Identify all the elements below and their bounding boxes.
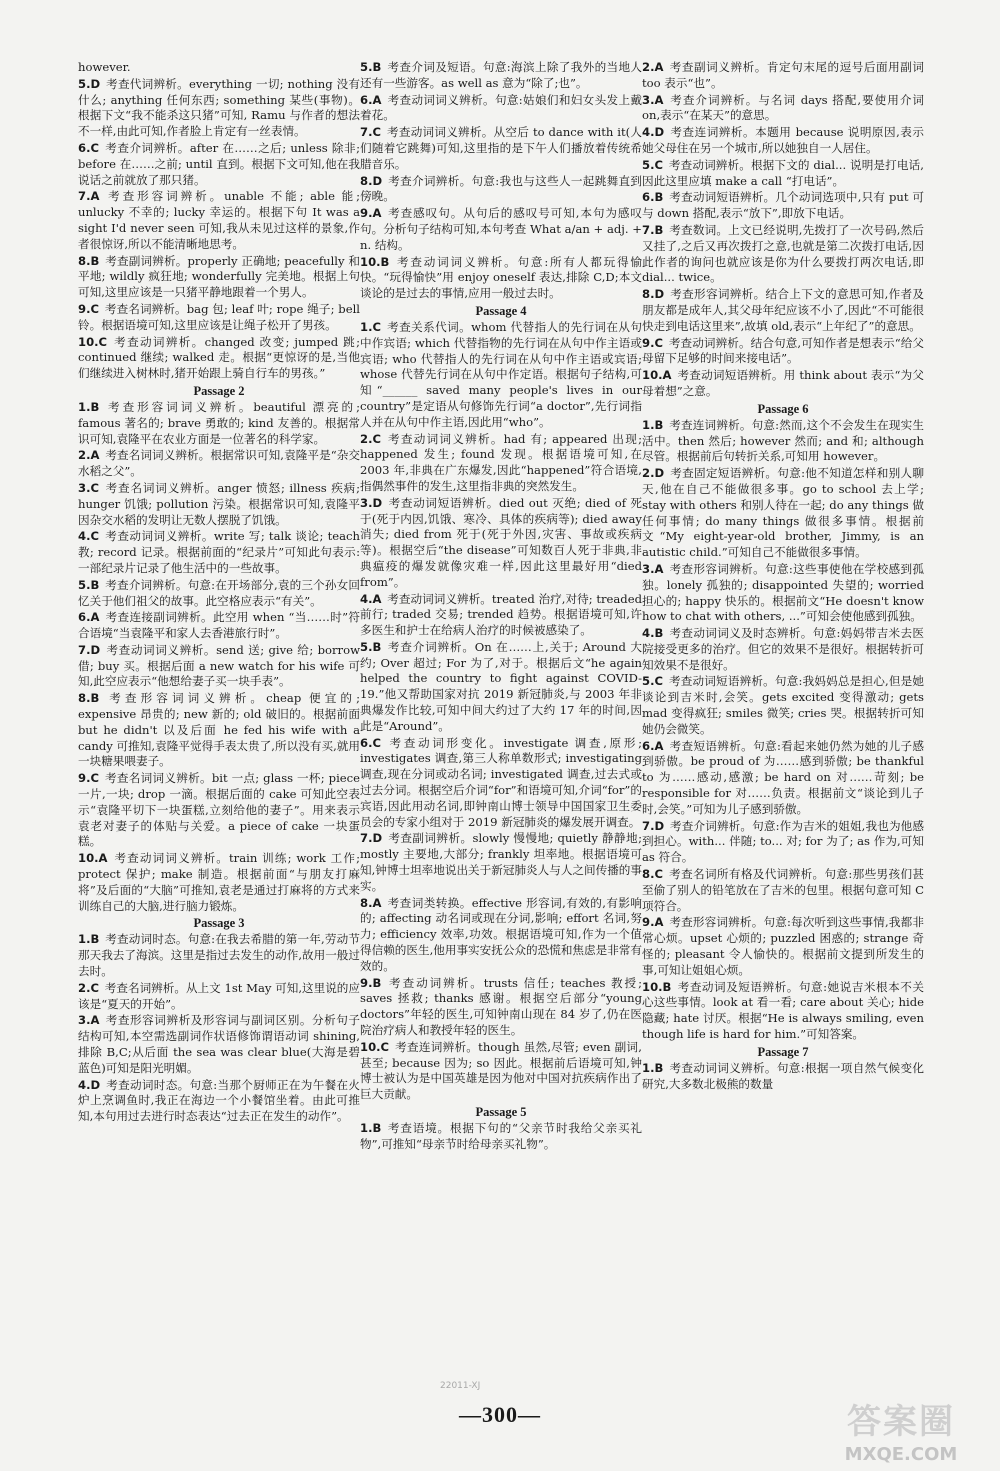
answer-number: 3.A — [642, 92, 664, 107]
answer-explanation: 考查动词及短语辨析。句意:她说吉米根本不关心这些事情。look at 看一看; care about 关心; hide 隐藏; hate 讨厌。根据“He is always smiling, even though life is hard for him.”可知答案。 — [642, 979, 924, 1042]
answer-explanation: 考查代词辨析。everything 一切; nothing 没有什么; anything 任何东西; something 某些(事物)。根据下文“我不能杀这只猪”可知, Ramu 与作者的想法不一样,由此可知,作者脸上肯定有一丝表情。 — [78, 76, 360, 139]
answer-number: 4.B — [642, 626, 664, 641]
answer-item — [78, 189, 360, 252]
answer-explanation: 考查动词形变化。investigate 调查,原形; investigates 调查,第三人称单数形式; investigating 调查,现在分词或动名词; investigated 调查,过去式或过去分词。根据空后介词“for”和语境可知,介词“for”的宾语,因此用动名词,即钟南山博士领导中国国家卫生委员会的专家小组对于 2019 新冠肺炎的爆发展开调查。 — [360, 735, 642, 829]
answer-item — [360, 496, 642, 591]
answer-number: 9.B — [360, 975, 382, 990]
answer-item — [642, 368, 924, 400]
answer-explanation: 考查动词词义辨析。write 写; talk 谈论; teach 教; record 记录。根据前面的“纪录片”可知此句表示:一部纪录片记录了他生活中的一些故事。 — [78, 529, 360, 575]
answer-explanation: 考查介词及短语。句意:海滨上除了我外的当地人还有一些游客。as well as 意为“除了;也”。 — [360, 60, 642, 90]
answer-item — [642, 1061, 924, 1093]
answer-explanation: 考查副词辨析。slowly 慢慢地; quietly 静静地; mostly 主要地,大部分; frankly 坦率地。根据语境可知,钟博士坦率地说出关于新冠肺炎人与人之间传播的事实。 — [360, 831, 642, 893]
answer-number: 3.D — [360, 495, 383, 510]
answer-number: 6.A — [642, 738, 664, 753]
answer-number: 3.C — [78, 480, 99, 495]
answer-number: 9.C — [78, 301, 99, 316]
passage-1-answers — [78, 77, 360, 382]
answer-item — [642, 915, 924, 978]
answer-item — [360, 206, 642, 253]
answer-item — [360, 592, 642, 639]
answer-item — [642, 739, 924, 818]
continuation-text: however. — [78, 60, 131, 74]
answer-item — [78, 932, 360, 979]
answer-explanation: 考查动词短语辨析。句意:我妈妈总是担心,但是她谈论到吉米时,会笑。gets excited 变得激动; gets mad 变得疯狂; smiles 微笑; cries 哭。根据转折可知她仍会微笑。 — [642, 674, 924, 736]
answer-explanation: 考查动词辨析。结合句意,可知作者是想表示“给父母留下足够的时间来接电话”。 — [642, 335, 924, 366]
answer-number: 5.C — [642, 674, 663, 689]
passage-5-heading: Passage 5 — [475, 1105, 527, 1119]
passage-4-heading: Passage 4 — [475, 303, 527, 318]
answer-number: 2.A — [78, 448, 100, 463]
passage-4-answers — [360, 320, 642, 1103]
answer-item — [642, 626, 924, 673]
watermark-url: MXQE.COM — [844, 1444, 958, 1465]
print-code: 22011-XJ — [440, 1381, 481, 1391]
answer-item — [642, 287, 924, 334]
passage-7-heading: Passage 7 — [757, 1044, 809, 1059]
answer-explanation: 考查固定短语辨析。句意:他不知道怎样和别人聊天,他在自己不能做很多事。go to school 去上学; stay with others 和别人待在一起; do any things 做任何事情; do many things 做很多事情。根据前文“My eight-year-old brother, Jimmy, is an autistic child.”可知自己不能做很多事情。 — [642, 466, 924, 560]
answer-item — [360, 125, 642, 172]
column-left — [78, 60, 360, 1400]
answer-item — [78, 481, 360, 528]
answer-item — [642, 190, 924, 222]
page-number: —300— — [459, 1402, 541, 1427]
answer-explanation: 考查介词辨析。On 在……上,关于; Around 大约; Over 超过; For 为了,对于。根据后文“he again helped the country to fight against COVID-19.”他又帮助国家对抗 2019 新冠肺炎,与 2003 年非典爆发作比较,可知中间大约过了大约 17 年的时间,因此是“Around”。 — [360, 639, 642, 733]
answer-item — [642, 93, 924, 125]
answer-number: 1.B — [360, 1121, 382, 1135]
answer-item — [78, 1013, 360, 1076]
passage-5-answers-cont — [642, 60, 924, 400]
answer-explanation: 考查形容词辨析。结合上下文的意思可知,作者及朋友都是成年人,其父母年纪应该不小了,因此“不可能很快走到电话这里来”,故填 old,表示“上年纪了”的意思。 — [642, 287, 924, 333]
answer-item — [642, 223, 924, 286]
answer-explanation: 考查名词词义辨析。anger 愤怒; illness 疾病; hunger 饥饿; pollution 污染。根据常识可知,袁隆平因杂交水稻的发明让无数人摆脱了饥饿。 — [78, 480, 360, 527]
answer-explanation: 考查副词辨析。properly 正确地; peacefully 和平地; wildly 疯狂地; wonderfully 完美地。根据上句可知,这里应该是一只猪平静地跟着一个男人。 — [78, 253, 360, 300]
answer-number: 7.B — [642, 222, 664, 237]
answer-item — [642, 466, 924, 561]
answer-number: 2.C — [78, 980, 99, 995]
answer-item — [78, 643, 360, 690]
answer-item — [78, 448, 360, 480]
answer-item — [360, 976, 642, 1039]
answer-number: 3.A — [642, 561, 664, 576]
answer-item — [78, 400, 360, 447]
answer-explanation: 考查动词词义辨析。had 有; appeared 出现; happened 发生; found 发现。根据语境可知,在 2003 年,非典在广东爆发,因此“happened”符合语境,指偶然事件的发生,这里指非典的突然发生。 — [360, 431, 642, 493]
answer-explanation: 考查动词短语辨析。几个动词选项中,只有 put 可与 down 搭配,表示“放下”,即放下电话。 — [642, 190, 924, 221]
answer-item — [360, 736, 642, 831]
passage-3-answers-cont — [360, 60, 642, 302]
answer-explanation: 考查动词短语辨析。died out 灭绝; died of 死于(死于内因,饥饿、寒冷、具体的疾病等); died away 消失; died from 死于(死于外因,灾害、事故或疾病等)。根据空后“the disease”可知数百人死于非典,非典瘟疫的爆发就像灾难一样,因此这里最好用“died from”。 — [360, 495, 642, 589]
answer-item — [78, 981, 360, 1013]
passage-5-answers — [360, 1121, 642, 1153]
answer-explanation: 考查名词词义辨析。bit 一点; glass 一杯; piece 一片,一块; drop 一滴。根据后面的 cake 可知此空表示“袁隆平切下一块蛋糕,立刻给他的妻子”。用来表示袁老对妻子的体贴与关爱。a piece of cake 一块蛋糕。 — [78, 771, 360, 849]
answer-item — [360, 432, 642, 495]
answer-explanation: 考查形容词辨析。句意:这些事使他在学校感到孤独。lonely 孤独的; disappointed 失望的; worried 担心的; happy 快乐的。根据前文“He doesn't know how to chat with others, ...”可知会使他感到孤独。 — [642, 561, 924, 624]
answer-explanation: 考查动词时态。句意:当那个厨师正在为午餐在火炉上烹调鱼时,我正在海边一个小餐馆坐着。由此可推知,本句用过去进行时态表达“过去正在发生的动作”。 — [78, 1077, 360, 1124]
answer-explanation: 考查动词辨析。changed 改变; jumped 跳; continued 继续; walked 走。根据“更惊讶的是,当他们继续进入树林时,猪开始跟上骑自行车的男孩。” — [78, 334, 360, 381]
passage-6-heading: Passage 6 — [757, 401, 809, 416]
answer-number: 8.D — [642, 287, 665, 302]
answer-item — [78, 578, 360, 610]
answer-explanation: 考查名词词义辨析。根据常识可知,袁隆平是“杂交水稻之父”。 — [78, 448, 360, 479]
answer-number: 10.A — [78, 851, 108, 866]
passage-6-answers — [642, 418, 924, 1043]
answer-number: 3.A — [78, 1013, 100, 1028]
column-middle — [360, 60, 642, 1400]
answer-explanation: 考查动词词义辨析。句意:所有人都玩得愉快。“玩得愉快”用 enjoy oneself 表达,排除 C,D;本文谈论的是过去的事情,应用一般过去时。 — [360, 254, 642, 301]
answer-number: 6.A — [360, 92, 382, 107]
answer-explanation: 考查短语辨析。句意:看起来她仍然为她的儿子感到骄傲。be proud of 为……感到骄傲; be thankful to 为……感动,感激; be hard on 对……苛刻; be responsible for 对……负责。根据前文“谈论到儿子时,会笑。”可知为儿子感到骄傲。 — [642, 738, 924, 816]
answer-item — [78, 691, 360, 770]
answer-number: 1.B — [642, 417, 664, 432]
answer-number: 7.D — [642, 818, 665, 833]
answer-number: 2.A — [642, 60, 664, 74]
answer-number: 10.C — [78, 334, 108, 349]
answer-item — [78, 254, 360, 301]
answer-number: 6.C — [360, 735, 381, 750]
answer-item — [642, 674, 924, 737]
answer-explanation: 考查动词短语辨析。用 think about 表示“为父母着想”之意。 — [642, 368, 924, 398]
answer-number: 2.D — [642, 466, 665, 481]
answer-explanation: 考查介词辨析。句意:作为吉米的姐姐,我也为他感到担心。with... 伴随; to... 对; for 为了; as 作为,可知 as 符合。 — [642, 818, 924, 865]
answer-item — [78, 771, 360, 850]
answer-number: 8.A — [360, 895, 382, 910]
answer-item — [360, 255, 642, 302]
answer-explanation: 考查词类转换。effective 形容词,有效的,有影响的; affecting 动名词或现在分词,影响; effort 名词,努力; efficiency 效率,功效。根据语境可知,作为一个值得信赖的医生,他用事实安抚公众的恐慌和焦虑是非常有效的。 — [360, 895, 642, 973]
answer-explanation: 考查连词辨析。句意:然而,这个不会发生在现实生活中。then 然后; however 然而; and 和; although 尽管。根据前后句转折关系,可知用 however。 — [642, 417, 924, 464]
watermark-logo: 答案圈 — [847, 1402, 955, 1442]
answer-item — [642, 158, 924, 190]
answer-explanation: 考查动词词义辨析。从空后 to dance with it(人们随着它跳舞)可知,这里指的是下午人们播放着传统希腊音乐。 — [360, 125, 642, 171]
answer-number: 6.B — [642, 190, 664, 205]
answer-item — [360, 640, 642, 735]
answer-item — [78, 141, 360, 188]
answer-explanation: 考查动词时态。句意:在我去希腊的第一年,劳动节那天我去了海滨。这里是指过去发生的动作,故用一般过去时。 — [78, 932, 360, 979]
answer-number: 2.C — [360, 431, 381, 446]
answer-explanation: 考查连词辨析。though 虽然,尽管; even 副词,甚至; because 因为; so 因此。根据前后语境可知,钟博士被认为是中国英雄是因为他对中国对抗疾病作出了巨大贡献。 — [360, 1039, 642, 1102]
answer-explanation: 考查名词辨析。从上文 1st May 可知,这里说的应该是“夏天的开始”。 — [78, 980, 360, 1011]
answer-number: 9.A — [642, 915, 664, 930]
answer-item — [78, 610, 360, 642]
answer-item — [360, 320, 642, 431]
answer-number: 9.C — [78, 771, 99, 786]
answer-explanation: 考查介词辨析。句意:我也与这些人一起跳舞直到傍晚。 — [360, 173, 642, 204]
answer-explanation: 考查介词辨析。句意:在开场部分,袁的三个孙女回忆关于他们祖父的故事。此空格应表示“有关”。 — [78, 577, 360, 608]
answer-explanation: 考查介词辨析。after 在……之后; unless 除非; before 在……之前; until 直到。根据下文可知,他在我说话之前就放了那只猪。 — [78, 140, 360, 187]
answer-item — [360, 60, 642, 92]
answer-item — [78, 529, 360, 576]
answer-explanation: 考查感叹句。从句后的感叹号可知,本句为感叹句。分析句子结构可知,本句考查 What a/an + adj. + n. 结构。 — [360, 206, 642, 252]
answer-number: 7.A — [78, 189, 100, 204]
answer-explanation: 考查动词词义辨析。句意:姑娘们和妇女头发上戴着花。 — [360, 92, 642, 123]
answer-number: 6.A — [78, 610, 100, 625]
passage-2-heading: Passage 2 — [193, 383, 245, 398]
answer-number: 4.D — [78, 1077, 101, 1092]
answer-explanation: 考查连接副词辨析。此空用 when “当……时”符合语境“当袁隆平和家人去香港旅行时”。 — [78, 610, 360, 641]
answer-number: 4.D — [642, 125, 665, 140]
answer-number: 8.B — [78, 253, 100, 268]
answer-item — [78, 77, 360, 140]
answer-explanation: 考查形容词辨析。unable 不能; able 能; unlucky 不幸的; lucky 幸运的。根据下句 It was a sight I'd never seen 可知,我从未见过这样的景象,作者很惊讶,所以不能清晰地思考。 — [78, 189, 360, 251]
answer-number: 8.B — [78, 691, 100, 706]
answer-explanation: 考查动词词义辨析。treated 治疗,对待; treaded 前行; traded 交易; trended 趋势。根据语境可知,许多医生和护士在给病人治疗的时候被感染了。 — [360, 591, 642, 638]
answer-explanation: 考查关系代词。whom 代替指人的先行词在从句中作宾语; which 代替指物的先行词在从句中作主语或宾语; who 代替指人的先行词在从句中作主语或宾语; whose 代替先行词在从句中作定语。根据句子结构,可知“______ saved many people's lives in our country”是定语从句修饰先行词“a doctor”,先行词指人并在从句中作主语,因此用“who”。 — [360, 319, 642, 429]
answer-item — [78, 1078, 360, 1125]
passage-2-answers — [78, 400, 360, 915]
answer-number: 9.C — [642, 335, 663, 350]
answer-number: 10.B — [642, 979, 672, 994]
answer-item — [360, 1040, 642, 1103]
answer-item — [360, 831, 642, 894]
site-watermark — [816, 1400, 986, 1468]
answer-number: 10.C — [360, 1039, 390, 1054]
answer-number: 6.C — [78, 140, 99, 155]
answer-number: 5.C — [642, 157, 663, 172]
passage-7-answers — [642, 1061, 924, 1093]
answer-item — [642, 418, 924, 465]
answer-explanation: 考查形容词词义辨析。beautiful 漂亮的; famous 著名的; brave 勇敢的; kind 友善的。根据常识可知,袁隆平在农业方面是一位著名的科学家。 — [78, 399, 360, 446]
answer-number: 9.A — [360, 206, 382, 221]
answer-explanation: 考查名词辨析。bag 包; leaf 叶; rope 绳子; bell 铃。根据语境可知,这里应该是让绳子松开了男孩。 — [78, 301, 360, 332]
answer-item — [642, 60, 924, 92]
answer-item — [642, 562, 924, 625]
answer-item — [360, 1121, 642, 1153]
column-right — [642, 60, 924, 1400]
answer-item — [78, 851, 360, 914]
answer-number: 7.D — [360, 831, 383, 846]
answer-explanation: 考查形容词辨析。句意:每次听到这些事情,我都非常心烦。upset 心烦的; puzzled 困惑的; strange 奇怪的; pleasant 令人愉快的。根据前文提到所发生的事,可知让姐姐心烦。 — [642, 915, 924, 977]
answer-item — [642, 125, 924, 157]
answer-number: 5.B — [78, 577, 100, 592]
answer-explanation: 考查动词词义及时态辨析。句意:妈妈带吉米去医院接受更多的治疗。但它的效果不是很好。根据转折可知效果不是很好。 — [642, 626, 924, 672]
answer-number: 5.B — [360, 639, 382, 654]
answer-explanation: 考查动词词义辨析。train 训练; work 工作; protect 保护; make 制造。根据前面“与朋友打麻将”及后面的“大脑”可推知,袁老是通过打麻将的方式来训练自己的大脑,进行脑力锻炼。 — [78, 851, 360, 913]
answer-explanation: 考查动词词义辨析。句意:根据一项自然气候变化研究,大多数北极熊的数量 — [642, 1060, 924, 1091]
answer-explanation: 考查名词所有格及代词辨析。句意:那些男孩们甚至偷了别人的铅笔放在了吉米的包里。根据句意可知 C 项符合。 — [642, 867, 924, 913]
passage-3-heading: Passage 3 — [193, 916, 245, 931]
answer-explanation: 考查副词义辨析。肯定句末尾的逗号后面用副词 too 表示“也”。 — [642, 60, 924, 90]
answer-item — [642, 336, 924, 368]
answer-item — [642, 867, 924, 914]
answer-number: 8.C — [642, 867, 663, 882]
answer-number: 5.D — [78, 76, 101, 91]
answer-number: 8.D — [360, 173, 383, 188]
answer-explanation: 考查动词辨析。根据下文的 dial... 说明是打电话,因此这里应填 make a call “打电话”。 — [642, 157, 924, 188]
answer-number: 10.B — [360, 254, 390, 269]
answer-explanation: 考查语境。根据下句的“父亲节时我给父亲买礼物”,可推知“母亲节时给母亲买礼物”。 — [360, 1121, 642, 1151]
answer-explanation: 考查连词辨析。本题用 because 说明原因,表示她父母住在另一个城市,所以她独自一人居住。 — [642, 125, 924, 155]
answer-number: 1.C — [360, 319, 381, 334]
answer-number: 4.C — [78, 529, 99, 544]
answer-item — [78, 302, 360, 334]
answer-number: 1.B — [78, 399, 100, 414]
answer-explanation: 考查动词辨析。trusts 信任; teaches 教授; saves 拯救; thanks 感谢。根据空后部分“young doctors”年轻的医生,可知钟南山现在 84 岁了,仍在医院治疗病人和教授年轻的医生。 — [360, 975, 642, 1038]
answer-number: 1.B — [642, 1060, 664, 1075]
answer-explanation: 考查数词。上文已经说明,先拨打了一次号码,然后又挂了,之后又再次拨打之意,也就是第二次拨打电话,因此作者的询问也就应该是你为什么要拨打两次电话,即 dial... twice。 — [642, 222, 924, 285]
answer-explanation: 考查动词词义辨析。send 送; give 给; borrow 借; buy 买。根据后面 a new watch for his wife 可知,此空应表示“他想给妻子买一块手表”。 — [78, 642, 360, 689]
answer-number: 7.C — [360, 125, 381, 140]
answer-explanation: 考查形容词词义辨析。cheap 便宜的; expensive 昂贵的; new 新的; old 破旧的。根据前面 but he didn't 以及后面 he fed his wife with a candy 可推知,袁隆平觉得手表太贵了,所以没有买,就用一块糖果喂妻子。 — [78, 691, 360, 769]
answer-number: 10.A — [642, 368, 672, 383]
answer-item — [360, 93, 642, 125]
answer-item — [78, 335, 360, 382]
answer-number: 7.D — [78, 642, 101, 657]
answer-item — [360, 896, 642, 975]
answer-explanation: 考查形容词辨析及形容词与副词区别。分析句子结构可知,本空需选副词作状语修饰谓语动词 shining,排除 B,C;从后面 the sea was clear blue(大海是碧蓝色)可知是阳光明媚。 — [78, 1013, 360, 1075]
answer-number: 5.B — [360, 60, 382, 74]
answer-item — [360, 174, 642, 206]
answer-explanation: 考查介词辨析。与名词 days 搭配,要使用介词 on,表示“在某天”的意思。 — [642, 92, 924, 123]
answer-item — [642, 980, 924, 1043]
passage-3-answers — [78, 932, 360, 1125]
answer-item — [642, 819, 924, 866]
answer-number: 4.A — [360, 591, 382, 606]
answer-number: 1.B — [78, 932, 100, 947]
